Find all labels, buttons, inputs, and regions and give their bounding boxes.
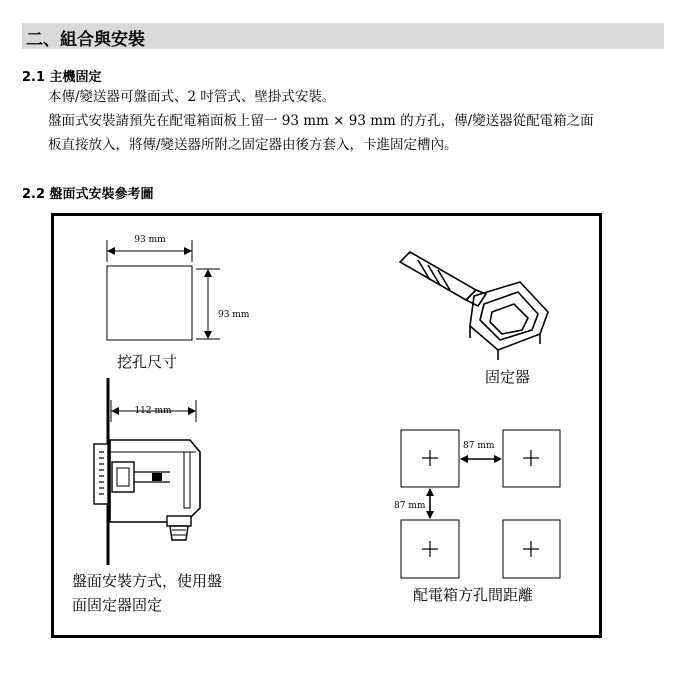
horizontal-spacing-label: 87 mm bbox=[463, 441, 495, 451]
paragraph-line-2: 盤面式安裝請預先在配電箱面板上留一 93 mm × 93 mm 的方孔，傳/變送器從配電箱之面 bbox=[48, 113, 594, 129]
spacing-caption: 配電箱方孔間距離 bbox=[413, 586, 534, 604]
mount-caption-line-1: 盤面安裝方式，使用盤 bbox=[72, 572, 223, 590]
cutout-square bbox=[107, 266, 192, 340]
cutout-figure bbox=[107, 240, 220, 340]
bracket-caption: 固定器 bbox=[485, 368, 531, 386]
bracket-drawing bbox=[400, 252, 548, 360]
cutout-height-label: 93 mm bbox=[218, 310, 250, 320]
cutout-width-label: 93 mm bbox=[134, 235, 166, 245]
subsection-heading-2-2: 2.2 盤面式安裝參考圖 bbox=[22, 187, 154, 202]
paragraph-line-1: 本傳/變送器可盤面式、2 吋管式、壁掛式安裝。 bbox=[48, 89, 336, 105]
mount-depth-label: 112 mm bbox=[134, 406, 172, 416]
subsection-heading-2-1: 2.1 主機固定 bbox=[22, 70, 102, 85]
vertical-spacing-label: 87 mm bbox=[394, 501, 426, 511]
mount-caption-line-2: 面固定器固定 bbox=[72, 596, 163, 614]
section-title: 二、組合與安裝 bbox=[26, 30, 145, 50]
cutout-caption: 挖孔尺寸 bbox=[117, 353, 178, 371]
paragraph-line-3: 板直接放入，將傳/變送器所附之固定器由後方套入，卡進固定槽內。 bbox=[48, 137, 458, 153]
